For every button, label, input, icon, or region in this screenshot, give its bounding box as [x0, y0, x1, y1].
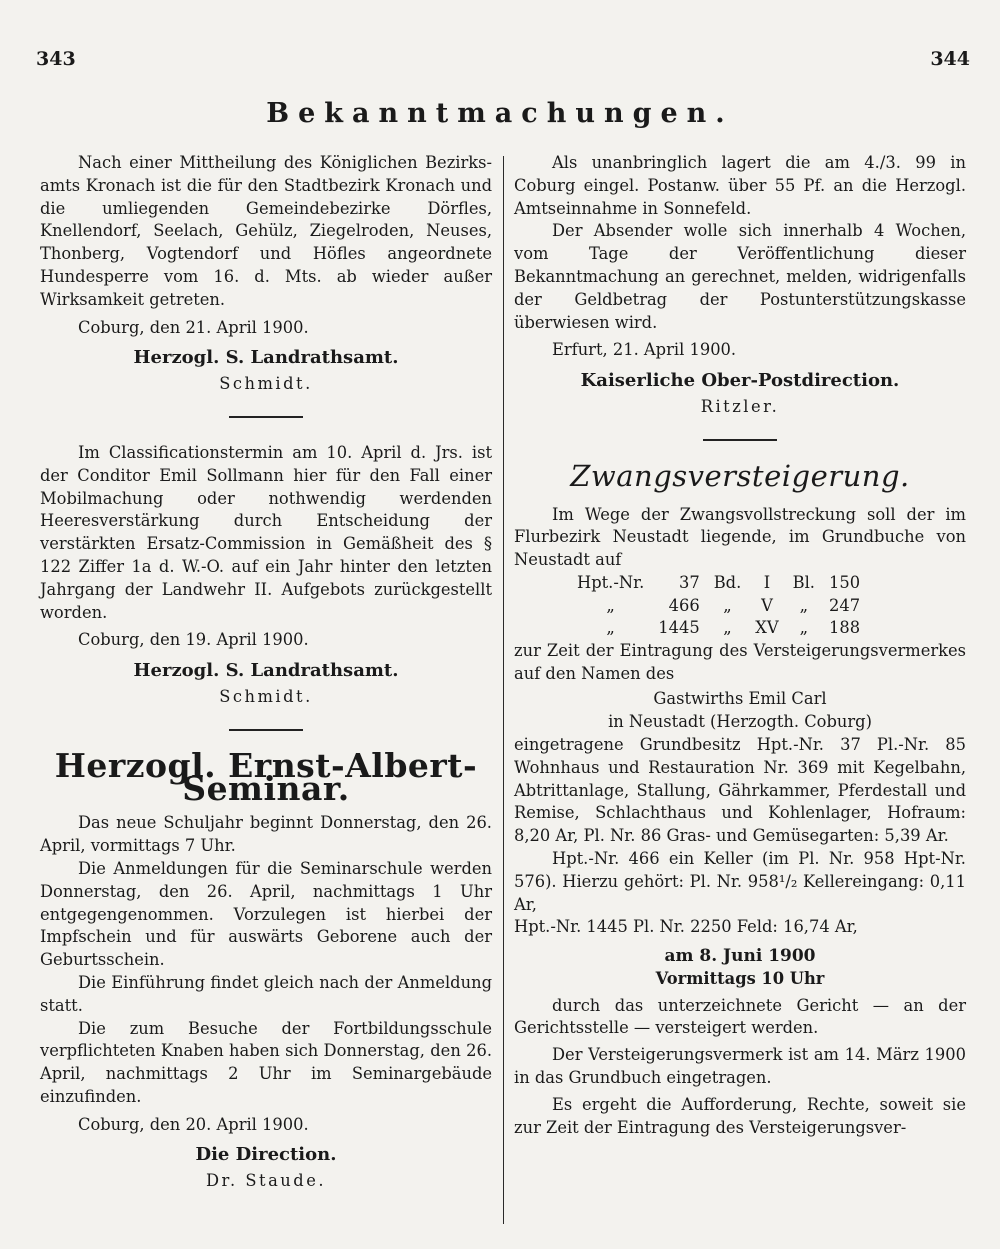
section-rule: [703, 439, 777, 441]
seminar-paragraph-3: Die Einführung findet gleich nach der Anmeldung statt.: [40, 972, 492, 1015]
signature-office: Die Direction.: [195, 1144, 337, 1166]
parcel-cell-bl: 247: [828, 595, 861, 615]
auction-date: am 8. Juni 1900: [664, 946, 816, 967]
parcel-cell-nr: 1445: [658, 618, 700, 638]
parcel-table: [570, 572, 867, 640]
parcel-cell-bl-label: „: [799, 595, 809, 615]
seminar-paragraph-4: Die zum Besuche der Fortbildungsschule verpflichteten Knaben haben sich Donnerstag, den 26. April, nachmittags 2 Uhr im Seminargebäude einzufinden.: [40, 1018, 492, 1106]
parcel-cell-bl-label: „: [799, 618, 809, 638]
parcel-row: [570, 617, 867, 640]
parcel-cell-bd-label: „: [723, 595, 732, 615]
notice-hundesperre: [40, 152, 492, 396]
parcel-cell-bd-label: „: [723, 618, 732, 638]
parcel-cell-prefix: Hpt.-Nr.: [577, 572, 645, 592]
auction-aufforderung: Es ergeht die Aufforderung, Rechte, soweit sie zur Zeit der Eintragung des Versteigerungsver-: [514, 1094, 966, 1137]
owner-line-1: Gastwirths Emil Carl: [653, 689, 827, 709]
auction-keller: Hpt.-Nr. 466 ein Keller (im Pl. Nr. 958 Hpt-Nr. 576). Hierzu gehört: Pl. Nr. 958¹/₂ Kellereingang: 0,11 Ar,: [514, 848, 966, 914]
post-paragraph-2: Der Absender wolle sich innerhalb 4 Wochen, vom Tage der Veröffentlichung dieser Bekanntmachung an gerechnet, melden, widrigenfalls der Geldbetrag der Postunterstützungskasse überwiesen wird.: [514, 221, 966, 332]
seminar-heading: Herzogl. Ernst-Albert-Seminar.: [54, 745, 478, 808]
notice-date: Coburg, den 19. April 1900.: [78, 630, 309, 650]
section-rule: [229, 729, 303, 731]
parcel-cell-nr: 466: [668, 595, 700, 615]
column-divider: [503, 156, 504, 1224]
parcel-cell-bd: V: [761, 595, 773, 615]
auction-intro: Im Wege der Zwangsvollstreckung soll der im Flurbezirk Neustadt liegende, im Grundbuche von Neustadt auf: [514, 504, 966, 570]
auction-heading: Zwangsversteigerung.: [570, 458, 910, 493]
right-column: [514, 152, 966, 1141]
signature-office: Herzogl. S. Landrathsamt.: [133, 660, 399, 682]
notice-text: Im Classificationstermin am 10. April d. Jrs. ist der Conditor Emil Sollmann hier für den Fall einer Mobilmachung oder nothwendig werdenden Heeresverstärkung durch Entscheidung der verstärkten Ersatz-Commission in Gemäßheit des § 122 Ziffer 1a d. W.-O. auf ein Jahr hinter den letzten Jahrgang der Landwehr II. Aufgebots zurückgestellt worden.: [40, 442, 492, 622]
post-paragraph-1: Als unanbringlich lagert die am 4./3. 99 in Coburg eingel. Postanw. über 55 Pf. an die Herzogl. Amtseinnahme in Sonnefeld.: [514, 153, 966, 218]
signature-office: Herzogl. S. Landrathsamt.: [133, 347, 399, 369]
auction-owner-intro: zur Zeit der Eintragung des Versteigerungsvermerkes auf den Namen des: [514, 640, 966, 683]
notice-date: Coburg, den 20. April 1900.: [78, 1114, 309, 1134]
seminar-paragraph-1: Das neue Schuljahr beginnt Donnerstag, den 26. April, vormittags 7 Uhr.: [40, 813, 492, 856]
parcel-cell-nr: 37: [678, 572, 700, 592]
page-title: Bekanntmachungen.: [266, 98, 734, 129]
signature-name: Schmidt.: [219, 374, 313, 394]
parcel-row: [570, 595, 867, 618]
auction-vermerk: Der Versteigerungsvermerk ist am 14. März 1900 in das Grundbuch eingetragen.: [514, 1045, 966, 1088]
notice-classification: [40, 442, 492, 709]
parcel-cell-bd: I: [763, 572, 771, 592]
parcel-cell-prefix: „: [606, 618, 615, 638]
left-column: [40, 152, 492, 1195]
parcel-row: [570, 572, 867, 595]
signature-name: Ritzler.: [700, 396, 780, 416]
signature-name: Schmidt.: [219, 686, 313, 706]
parcel-cell-bd-label: Bd.: [713, 572, 742, 592]
parcel-cell-bl: 150: [828, 572, 861, 592]
parcel-cell-bl-label: Bl.: [792, 572, 815, 592]
auction-property: eingetragene Grundbesitz Hpt.-Nr. 37 Pl.-Nr. 85 Wohnhaus und Restauration Nr. 369 mit Kegelbahn, Abtrittanlage, Stallung, Gährkammer, Pferdestall und Remise, Schlachthaus und Kohlenlager, Hofraum: 8,20 Ar, Pl. Nr. 86 Gras- und Gemüsegarten: 5,39 Ar.: [514, 734, 966, 846]
notice-date: Erfurt, 21. April 1900.: [552, 340, 737, 360]
notice-seminar: [40, 745, 492, 1193]
notice-zwangsversteigerung: [514, 458, 966, 1140]
auction-time: Vormittags 10 Uhr: [655, 968, 825, 988]
notice-postanweisung: [514, 152, 966, 419]
section-rule: [229, 416, 303, 418]
notice-date: Coburg, den 21. April 1900.: [78, 317, 309, 337]
notice-text: Nach einer Mittheilung des Königlichen Bezirks-amts Kronach ist die für den Stadtbezirk Kronach und die umliegenden Gemeindebezirke Dörfles, Knellendorf, Seelach, Gehülz, Ziegelroden, Neuses, Thonberg, Vogtendorf und Höfles angeordnete Hundesperre vom 16. d. Mts. ab wieder außer Wirksamkeit getreten.: [40, 153, 492, 309]
auction-feld: Hpt.-Nr. 1445 Pl. Nr. 2250 Feld: 16,74 Ar,: [514, 917, 858, 937]
page-number-right: 344: [930, 48, 970, 70]
owner-line-2: in Neustadt (Herzogth. Coburg): [608, 712, 872, 732]
signature-name: Dr. Staude.: [205, 1171, 327, 1191]
signature-office: Kaiserliche Ober-Postdirection.: [580, 370, 900, 392]
page-number-left: 343: [36, 48, 76, 70]
parcel-cell-bd: XV: [755, 618, 779, 638]
seminar-paragraph-2: Die Anmeldungen für die Seminarschule werden Donnerstag, den 26. April, nachmittags 1 Uhr entgegengenommen. Vorzulegen ist hierbei der Impfschein und für auswärts Geborene auch der Geburtsschein.: [40, 858, 492, 970]
parcel-cell-bl: 188: [828, 618, 861, 638]
parcel-cell-prefix: „: [606, 595, 615, 615]
auction-court: durch das unterzeichnete Gericht — an der Gerichtsstelle — versteigert werden.: [514, 995, 966, 1038]
